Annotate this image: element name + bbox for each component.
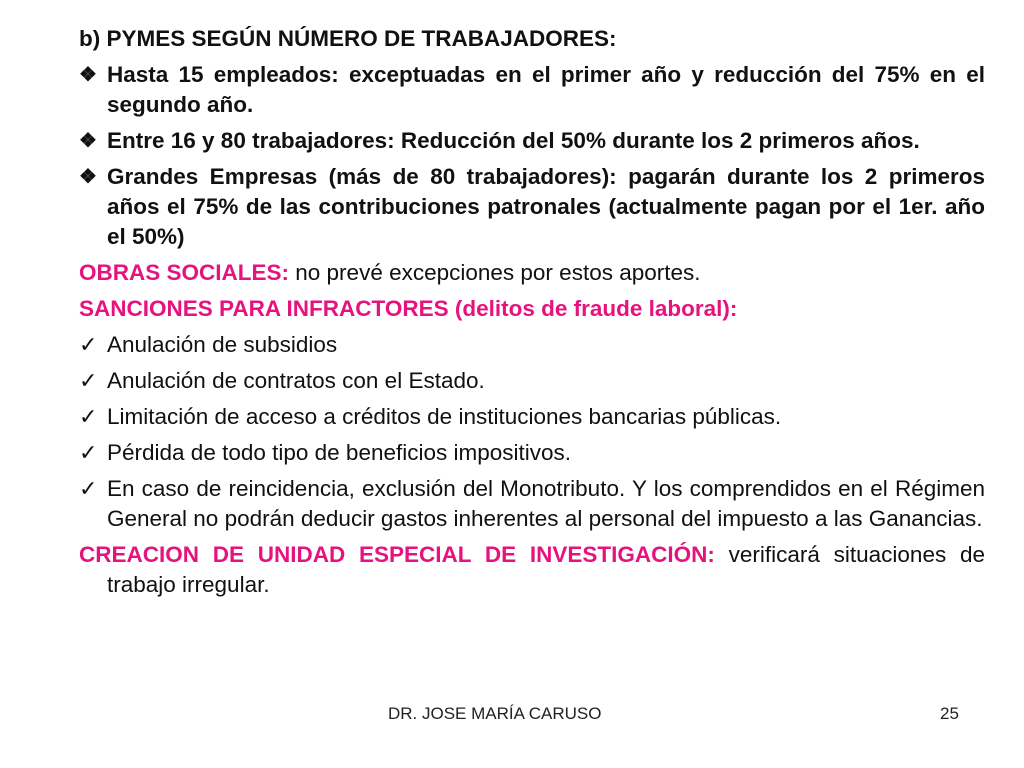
- check-mark-icon: ✓: [79, 476, 98, 501]
- obras-sociales-label: OBRAS SOCIALES:: [79, 260, 290, 285]
- creacion-text: verificará situaciones de trabajo irregular.: [107, 542, 985, 597]
- obras-sociales-paragraph: [79, 258, 985, 288]
- sanciones-item: [79, 438, 985, 468]
- sanciones-item-text: Anulación de subsidios: [107, 332, 338, 357]
- check-mark-icon: ✓: [79, 404, 98, 429]
- slide-content: [79, 24, 985, 606]
- pymes-item-text: Hasta 15 empleados: exceptuadas en el primer año y reducción del 75% en el segundo año.: [107, 62, 985, 117]
- footer-author: DR. JOSE MARÍA CARUSO: [388, 704, 602, 723]
- sanciones-item-text: En caso de reincidencia, exclusión del Monotributo. Y los comprendidos en el Régimen General no podrán deducir gastos inherentes al personal del impuesto a las Ganancias.: [107, 476, 985, 531]
- check-mark-icon: ✓: [79, 440, 98, 465]
- pymes-item: [79, 60, 985, 120]
- check-mark-icon: ✓: [79, 368, 98, 393]
- sanciones-item: [79, 330, 985, 360]
- sanciones-item-text: Anulación de contratos con el Estado.: [107, 368, 485, 393]
- sanciones-item-text: Pérdida de todo tipo de beneficios impositivos.: [107, 440, 572, 465]
- page-number: 25: [940, 704, 959, 723]
- sanciones-item-text: Limitación de acceso a créditos de instituciones bancarias públicas.: [107, 404, 782, 429]
- sanciones-title: SANCIONES PARA INFRACTORES (delitos de fraude laboral):: [79, 296, 738, 321]
- creacion-label: CREACION DE UNIDAD ESPECIAL DE INVESTIGACIÓN:: [79, 542, 715, 567]
- diamond-bullet-icon: ❖: [79, 130, 97, 152]
- diamond-bullet-icon: ❖: [79, 166, 97, 188]
- pymes-item: [79, 162, 985, 252]
- sanciones-item: [79, 366, 985, 396]
- pymes-item-text: Entre 16 y 80 trabajadores: Reducción del 50% durante los 2 primeros años.: [107, 128, 920, 153]
- pymes-item: [79, 126, 985, 156]
- sanciones-item: [79, 402, 985, 432]
- obras-sociales-text: no prevé excepciones por estos aportes.: [289, 260, 701, 285]
- diamond-bullet-icon: ❖: [79, 64, 97, 86]
- section-title-pymes: b) PYMES SEGÚN NÚMERO DE TRABAJADORES:: [79, 26, 617, 51]
- check-mark-icon: ✓: [79, 332, 98, 357]
- creacion-paragraph: [79, 540, 985, 600]
- sanciones-item: [79, 474, 985, 534]
- pymes-item-text: Grandes Empresas (más de 80 trabajadores): pagarán durante los 2 primeros años el 75% de las contribuciones patronales (actualmente pagan por el 1er. año el 50%): [107, 164, 985, 249]
